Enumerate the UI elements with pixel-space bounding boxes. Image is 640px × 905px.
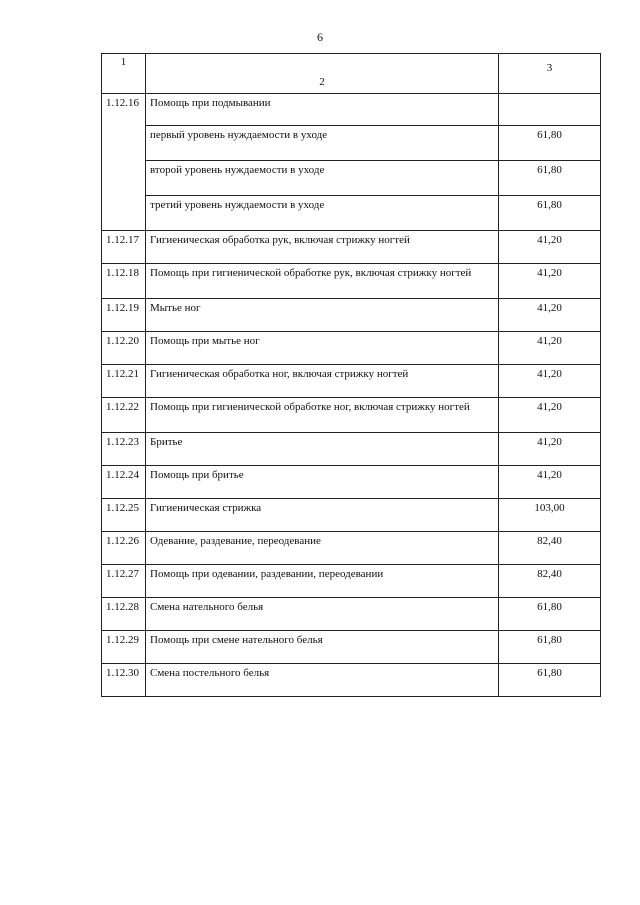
- service-code: 1.12.22: [102, 398, 146, 433]
- service-price: 41,20: [499, 365, 601, 398]
- service-price: 61,80: [499, 664, 601, 697]
- service-code: 1.12.29: [102, 631, 146, 664]
- service-price: 41,20: [499, 332, 601, 365]
- table-row: [102, 532, 601, 565]
- service-price: 41,20: [499, 398, 601, 433]
- table-row: [102, 299, 601, 332]
- service-name: Помощь при подмывании: [146, 94, 499, 126]
- service-price: 41,20: [499, 433, 601, 466]
- service-name: Помощь при смене нательного белья: [146, 631, 499, 664]
- service-price: 41,20: [499, 299, 601, 332]
- table-subrow: [102, 161, 601, 196]
- service-code: 1.12.18: [102, 264, 146, 299]
- service-price: 61,80: [499, 161, 601, 196]
- service-name: Помощь при бритье: [146, 466, 499, 499]
- service-code: 1.12.27: [102, 565, 146, 598]
- service-name: Смена постельного белья: [146, 664, 499, 697]
- service-name: Помощь при гигиенической обработке рук, включая стрижку ногтей: [146, 264, 499, 299]
- service-name: Гигиеническая обработка рук, включая стрижку ногтей: [146, 231, 499, 264]
- header-col-2: 2: [146, 54, 499, 94]
- service-name: Помощь при гигиенической обработке ног, включая стрижку ногтей: [146, 398, 499, 433]
- service-price: 41,20: [499, 231, 601, 264]
- service-price: 61,80: [499, 631, 601, 664]
- table-row: [102, 466, 601, 499]
- service-code: 1.12.28: [102, 598, 146, 631]
- service-code: 1.12.21: [102, 365, 146, 398]
- service-price: 82,40: [499, 565, 601, 598]
- service-subitem-name: третий уровень нуждаемости в уходе: [146, 196, 499, 231]
- page-number: 6: [317, 30, 323, 44]
- service-price: [499, 94, 601, 126]
- service-price: 61,80: [499, 126, 601, 161]
- table-row: [102, 264, 601, 299]
- service-code: 1.12.19: [102, 299, 146, 332]
- table-row: [102, 664, 601, 697]
- service-code: 1.12.20: [102, 332, 146, 365]
- table-row: [102, 398, 601, 433]
- table-header-row: [102, 54, 601, 94]
- table-row: [102, 332, 601, 365]
- service-code: 1.12.30: [102, 664, 146, 697]
- service-code-empty: [102, 126, 146, 161]
- table-subrow: [102, 126, 601, 161]
- service-code: 1.12.26: [102, 532, 146, 565]
- service-code-empty: [102, 161, 146, 196]
- service-price: 103,00: [499, 499, 601, 532]
- table-row: [102, 94, 601, 126]
- table-row: [102, 499, 601, 532]
- header-col-1: 1: [102, 54, 146, 94]
- service-code: 1.12.24: [102, 466, 146, 499]
- service-code: 1.12.16: [102, 94, 146, 126]
- table-subrow: [102, 196, 601, 231]
- table-row: [102, 231, 601, 264]
- service-price: 61,80: [499, 196, 601, 231]
- service-code-empty: [102, 196, 146, 231]
- service-price: 61,80: [499, 598, 601, 631]
- service-name: Одевание, раздевание, переодевание: [146, 532, 499, 565]
- table-row: [102, 598, 601, 631]
- table-row: [102, 565, 601, 598]
- service-name: Помощь при мытье ног: [146, 332, 499, 365]
- service-price: 41,20: [499, 264, 601, 299]
- service-code: 1.12.23: [102, 433, 146, 466]
- service-code: 1.12.17: [102, 231, 146, 264]
- service-name: Гигиеническая обработка ног, включая стрижку ногтей: [146, 365, 499, 398]
- service-name: Бритье: [146, 433, 499, 466]
- table-row: [102, 365, 601, 398]
- service-code: 1.12.25: [102, 499, 146, 532]
- service-name: Гигиеническая стрижка: [146, 499, 499, 532]
- service-name: Смена нательного белья: [146, 598, 499, 631]
- table-row: [102, 433, 601, 466]
- service-price: 41,20: [499, 466, 601, 499]
- service-subitem-name: первый уровень нуждаемости в уходе: [146, 126, 499, 161]
- service-name: Мытье ног: [146, 299, 499, 332]
- service-name: Помощь при одевании, раздевании, переодевании: [146, 565, 499, 598]
- table-row: [102, 631, 601, 664]
- service-price: 82,40: [499, 532, 601, 565]
- header-col-3: 3: [499, 54, 601, 94]
- services-price-table: [101, 53, 601, 697]
- service-subitem-name: второй уровень нуждаемости в уходе: [146, 161, 499, 196]
